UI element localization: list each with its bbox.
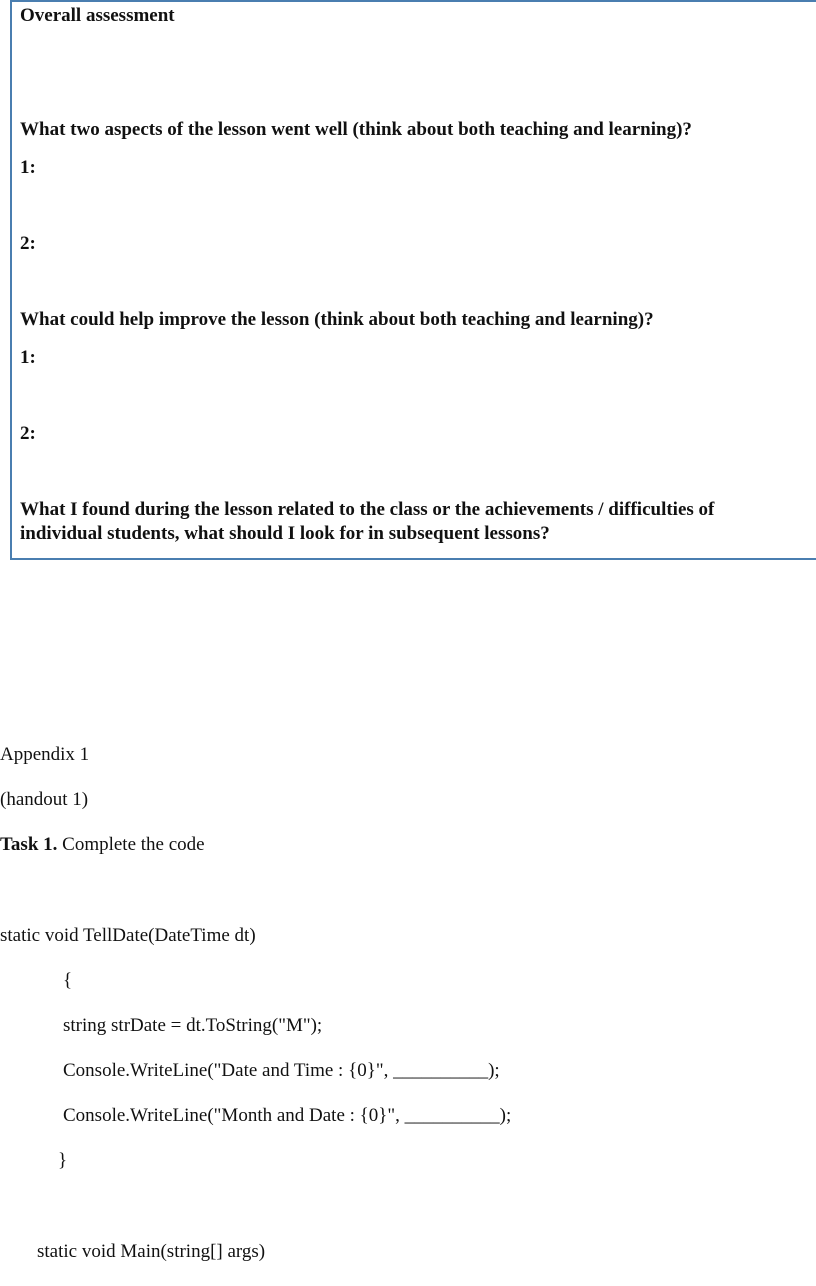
code-close-brace: } <box>58 1150 68 1171</box>
appendix-title: Appendix 1 <box>0 744 90 765</box>
question-found-line-1: What I found during the lesson related to the class or the achievements / difficulties of <box>20 499 715 520</box>
code-line-1: string strDate = dt.ToString("M"); <box>63 1015 323 1036</box>
question-found-line-2: individual students, what should I look for in subsequent lessons? <box>20 523 550 544</box>
assessment-title: Overall assessment <box>20 5 175 26</box>
improve-item-1: 1: <box>20 347 36 368</box>
code-line-2: Console.WriteLine("Date and Time : {0}", __________); <box>63 1060 500 1081</box>
handout-label: (handout 1) <box>0 789 89 810</box>
code-signature: static void TellDate(DateTime dt) <box>0 925 256 946</box>
question-went-well: What two aspects of the lesson went well (think about both teaching and learning)? <box>20 119 692 140</box>
code-line-3: Console.WriteLine("Month and Date : {0}", __________); <box>63 1105 512 1126</box>
code-main-signature: static void Main(string[] args) <box>37 1241 266 1262</box>
question-improve: What could help improve the lesson (think about both teaching and learning)? <box>20 309 654 330</box>
went-well-item-2: 2: <box>20 233 36 254</box>
task-heading <box>0 833 205 857</box>
went-well-item-1: 1: <box>20 157 36 178</box>
code-open-brace: { <box>63 970 73 991</box>
task-text: Complete the code <box>57 834 205 855</box>
task-label: Task 1. <box>0 834 58 855</box>
assessment-box <box>10 0 816 560</box>
improve-item-2: 2: <box>20 423 36 444</box>
